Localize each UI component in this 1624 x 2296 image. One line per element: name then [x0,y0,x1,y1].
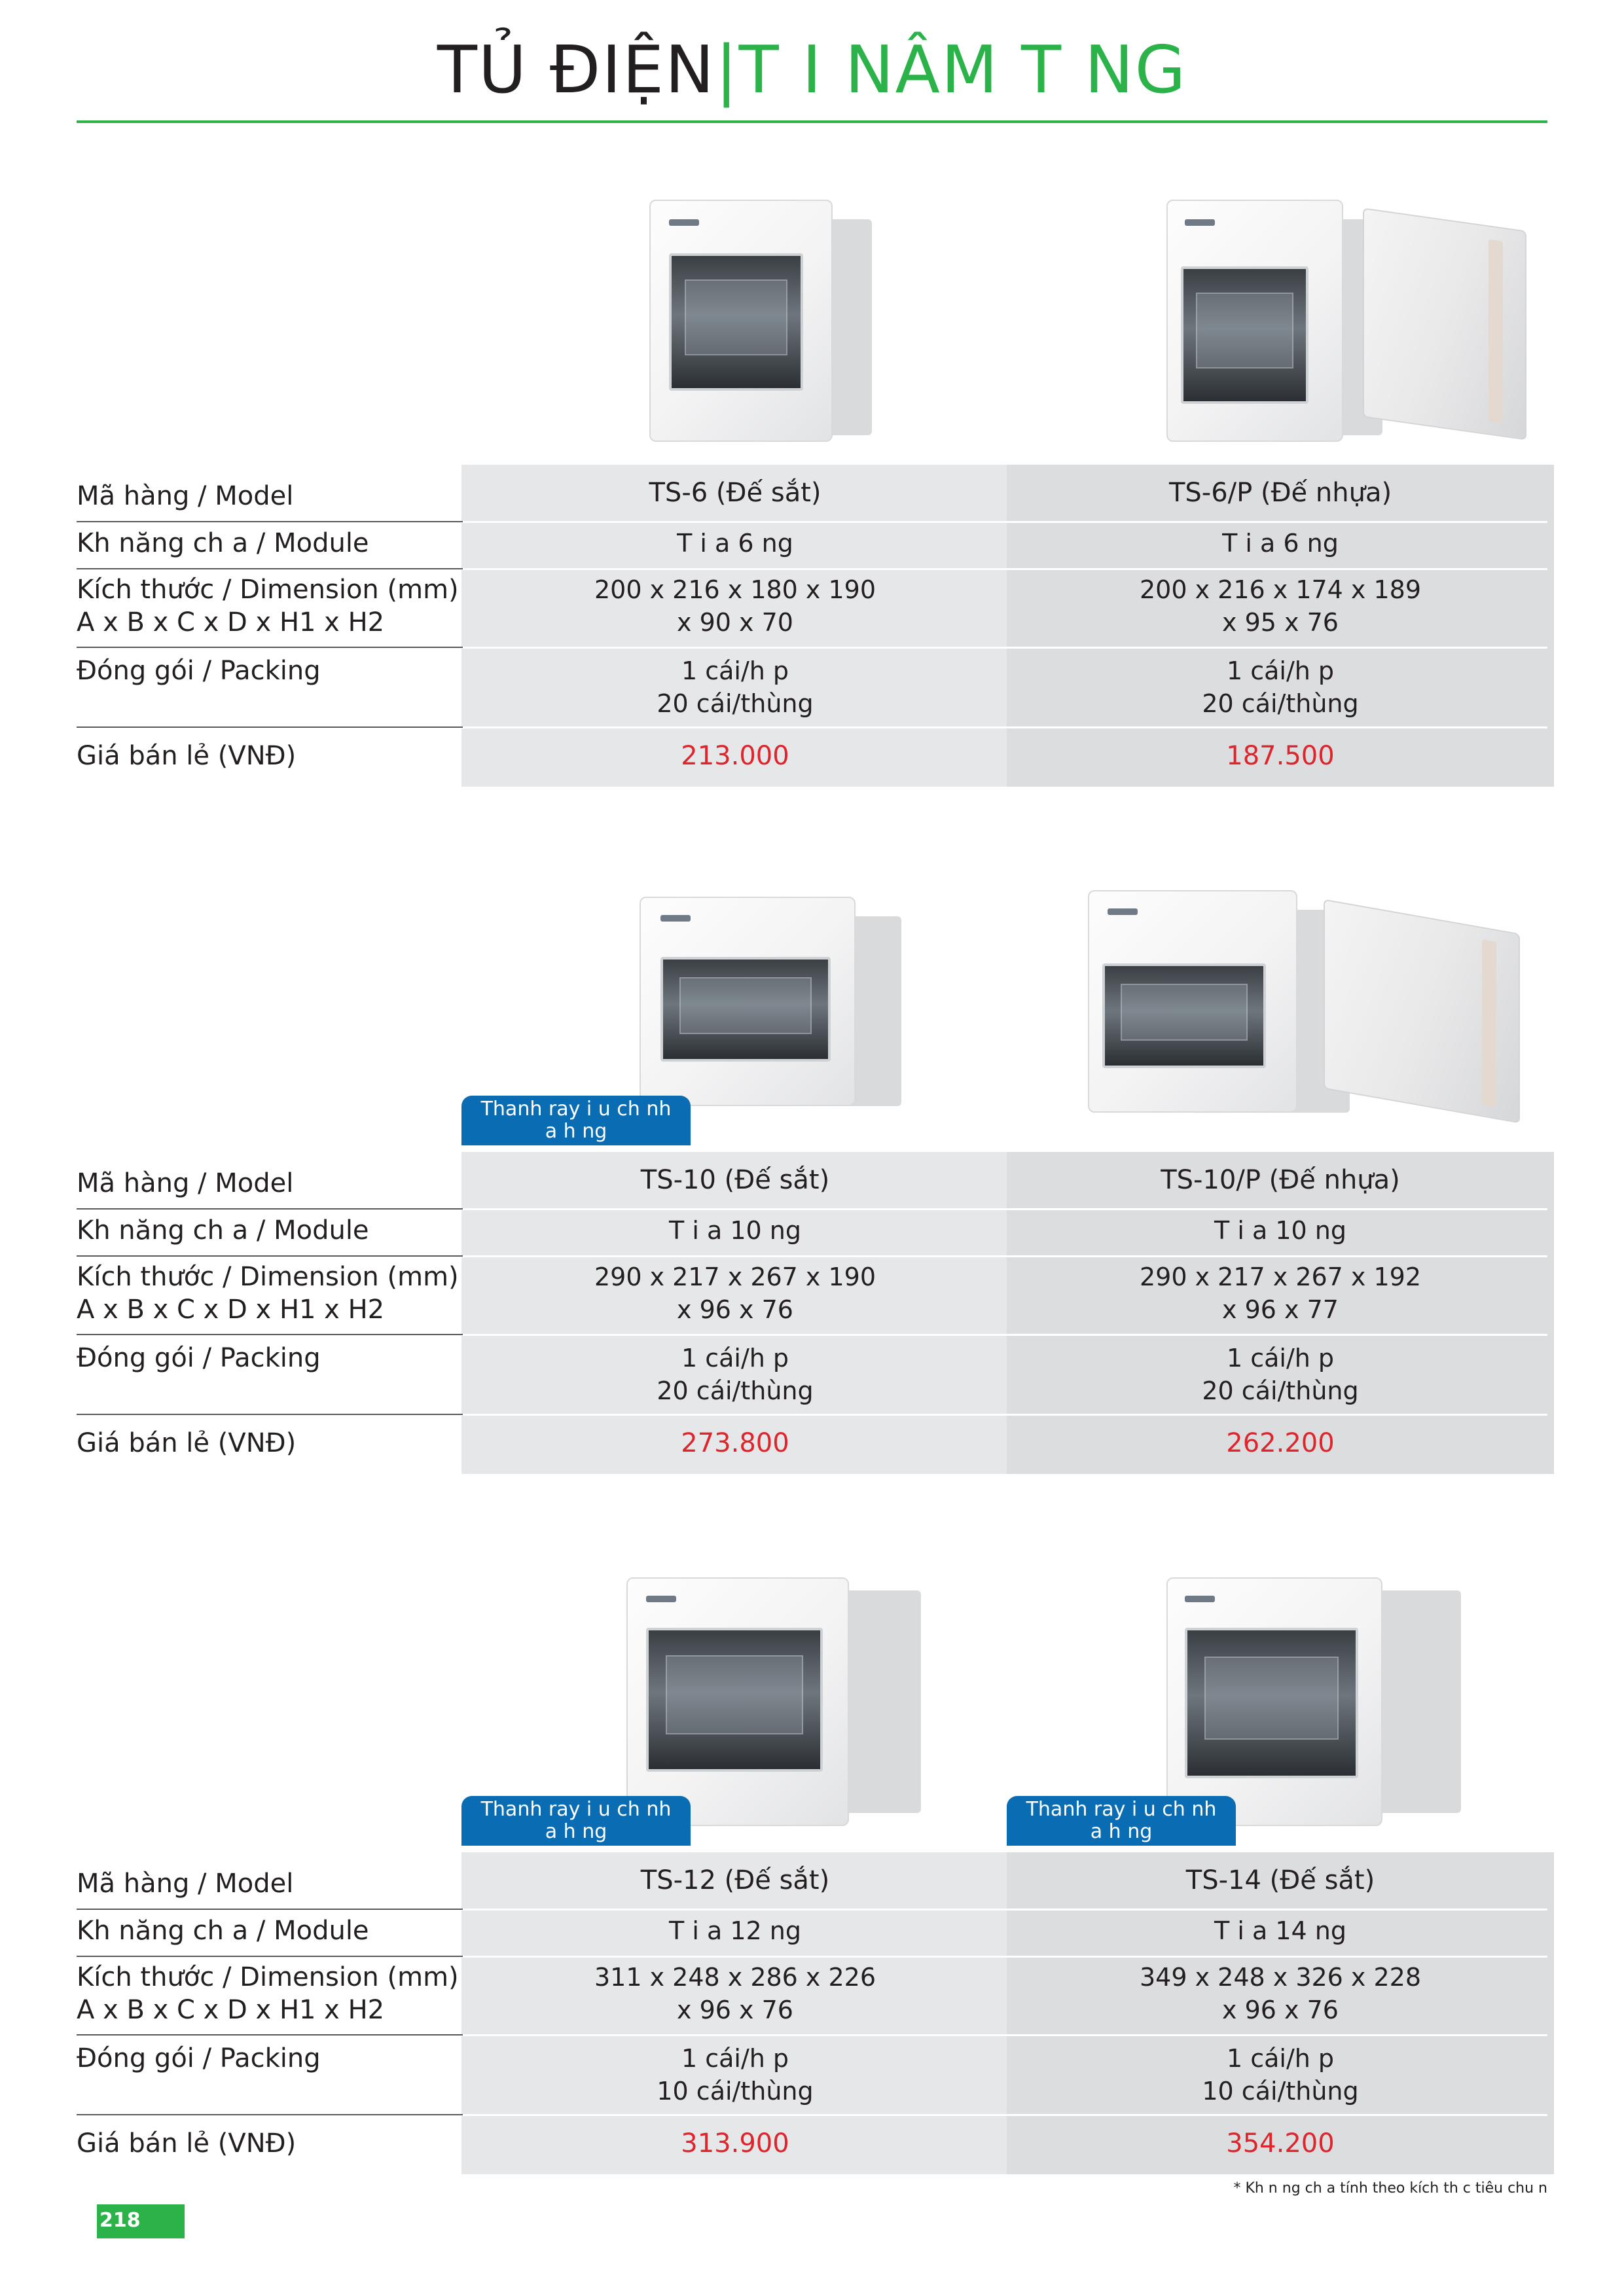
model-name: TS-6 (Đế sắt) [649,478,821,508]
label-price: Giá bán lẻ (VNĐ) [77,741,297,771]
plastic-back-box-icon [1324,899,1520,1124]
dimension-line1: 200 x 216 x 180 x 190 [594,575,876,604]
row-divider [77,1208,463,1210]
row-divider [77,1334,463,1335]
product-image-ts-6 [649,200,872,442]
cabinet-window [1102,963,1266,1068]
row-divider [77,1255,463,1257]
din-rail-badge [1007,1796,1236,1846]
dimension-line2: x 95 x 76 [1222,608,1339,637]
product-section-1 [77,190,1547,792]
title-subtitle: T I NÂM T NG [738,31,1187,108]
model-name: TS-6/P (Đế nhựa) [1168,478,1392,508]
model-name: TS-10/P (Đế nhựa) [1161,1165,1400,1195]
product-section-2 [77,877,1547,1479]
label-dimension [77,573,459,639]
dimension-line2: x 96 x 76 [677,1996,793,2024]
footnote: * Kh n ng ch a tính theo kích th c tiêu chu n [1233,2180,1547,2197]
cabinet-window [660,957,831,1062]
cabinet-icon [1166,1577,1382,1826]
brand-logo-icon [1185,219,1215,226]
price-value: 213.000 [681,741,789,771]
dimension-value [461,1961,1009,2026]
product-image-ts-12 [626,1577,921,1826]
row-divider [77,647,463,648]
cabinet-window [646,1628,823,1772]
row-divider [77,1414,463,1415]
module-capacity: T i a 10 ng [1214,1216,1346,1245]
cabinet-icon [626,1577,849,1826]
cabinet-window [1185,1628,1358,1778]
packing-line2: 10 cái/thùng [1202,2077,1359,2106]
dimension-line2: x 96 x 76 [1222,1996,1339,2024]
cabinet-icon [649,200,833,442]
label-dimension-line2: A x B x C x D x H1 x H2 [77,607,385,637]
dimension-line1: 200 x 216 x 174 x 189 [1139,575,1422,604]
row-divider [77,521,463,522]
label-packing: Đóng gói / Packing [77,2043,321,2073]
product-image-ts-6p [1166,200,1566,448]
packing-value [461,2042,1009,2108]
module-capacity: T i a 12 ng [669,1916,801,1945]
plastic-back-box-icon [1363,207,1526,440]
label-dimension-line1: Kích thước / Dimension (mm) [77,1262,459,1292]
packing-line1: 1 cái/h p [1226,1344,1335,1372]
price-value: 273.800 [681,1428,789,1458]
dimension-line2: x 96 x 77 [1222,1295,1339,1324]
product-image-ts-10p [1088,890,1559,1126]
label-price: Giá bán lẻ (VNĐ) [77,1428,297,1458]
dimension-line2: x 90 x 70 [677,608,793,637]
packing-line1: 1 cái/h p [1226,2044,1335,2073]
spec-table-2 [77,1152,1547,1474]
model-name: TS-14 (Đế sắt) [1185,1865,1375,1895]
packing-line1: 1 cái/h p [681,2044,789,2073]
badge-line2: a h ng [545,1820,607,1843]
badge-line2: a h ng [545,1120,607,1143]
label-dimension [77,1961,459,2026]
dimension-line1: 290 x 217 x 267 x 190 [594,1263,876,1291]
module-capacity: T i a 10 ng [669,1216,801,1245]
label-dimension-line2: A x B x C x D x H1 x H2 [77,1295,385,1325]
row-divider [77,726,463,728]
spec-table-3 [77,1852,1547,2174]
label-packing: Đóng gói / Packing [77,656,321,686]
dimension-value [1007,1261,1554,1326]
dimension-value [461,1261,1009,1326]
price-value: 313.900 [681,2128,789,2159]
packing-value [461,655,1009,720]
badge-line1: Thanh ray i u ch nh [480,1098,672,1121]
din-rail-badge [461,1796,691,1846]
packing-value [1007,1342,1554,1407]
row-divider [77,1909,463,1910]
label-model: Mã hàng / Model [77,1869,294,1899]
dimension-value [1007,1961,1554,2026]
cabinet-window [669,253,803,391]
row-divider [77,2114,463,2115]
brand-logo-icon [1108,908,1138,915]
title-rule [77,120,1547,123]
row-divider [77,2034,463,2036]
label-module: Kh năng ch a / Module [77,528,369,558]
label-dimension-line2: A x B x C x D x H1 x H2 [77,1995,385,2025]
brand-logo-icon [660,915,691,922]
model-name: TS-10 (Đế sắt) [640,1165,830,1195]
label-dimension-line1: Kích thước / Dimension (mm) [77,575,459,605]
packing-line2: 20 cái/thùng [1202,1376,1359,1405]
price-value: 354.200 [1226,2128,1335,2159]
packing-value [1007,2042,1554,2108]
label-price: Giá bán lẻ (VNĐ) [77,2128,297,2159]
brand-logo-icon [646,1596,676,1602]
dimension-line1: 349 x 248 x 326 x 228 [1139,1963,1422,1992]
cabinet-icon [1088,890,1297,1113]
module-capacity: T i a 6 ng [677,529,793,558]
badge-line1: Thanh ray i u ch nh [1026,1798,1217,1821]
cabinet-window [1181,266,1308,404]
row-divider [77,568,463,569]
label-packing: Đóng gói / Packing [77,1343,321,1373]
packing-value [461,1342,1009,1407]
packing-line2: 20 cái/thùng [657,689,814,718]
title-separator: | [715,31,739,108]
product-image-ts-10 [640,897,901,1106]
product-section-3 [77,1577,1547,2179]
brand-logo-icon [1185,1596,1215,1602]
dimension-line1: 311 x 248 x 286 x 226 [594,1963,876,1992]
dimension-line1: 290 x 217 x 267 x 192 [1139,1263,1422,1291]
price-value: 262.200 [1226,1428,1335,1458]
model-name: TS-12 (Đế sắt) [640,1865,830,1895]
label-model: Mã hàng / Model [77,481,294,511]
dimension-value [461,573,1009,639]
packing-line2: 20 cái/thùng [1202,689,1359,718]
packing-line1: 1 cái/h p [1226,656,1335,685]
product-image-ts-14 [1166,1577,1461,1826]
label-dimension [77,1261,459,1326]
module-capacity: T i a 14 ng [1214,1916,1346,1945]
page-number: 218 [99,2209,141,2232]
price-value: 187.500 [1226,741,1335,771]
dimension-value [1007,573,1554,639]
brand-logo-icon [669,219,699,226]
cabinet-icon [640,897,856,1106]
packing-line1: 1 cái/h p [681,656,789,685]
module-capacity: T i a 6 ng [1222,529,1339,558]
cabinet-icon [1166,200,1343,442]
label-model: Mã hàng / Model [77,1168,294,1198]
badge-line2: a h ng [1090,1820,1153,1843]
dimension-line2: x 96 x 76 [677,1295,793,1324]
packing-line1: 1 cái/h p [681,1344,789,1372]
spec-table-1 [77,465,1547,787]
row-divider [77,1956,463,1957]
din-rail-badge [461,1096,691,1145]
label-dimension-line1: Kích thước / Dimension (mm) [77,1962,459,1992]
packing-line2: 20 cái/thùng [657,1376,814,1405]
title-main: TỦ ĐIỆN [437,31,715,108]
packing-value [1007,655,1554,720]
page-title [0,31,1624,108]
label-module: Kh năng ch a / Module [77,1916,369,1946]
label-module: Kh năng ch a / Module [77,1215,369,1246]
packing-line2: 10 cái/thùng [657,2077,814,2106]
badge-line1: Thanh ray i u ch nh [480,1798,672,1821]
